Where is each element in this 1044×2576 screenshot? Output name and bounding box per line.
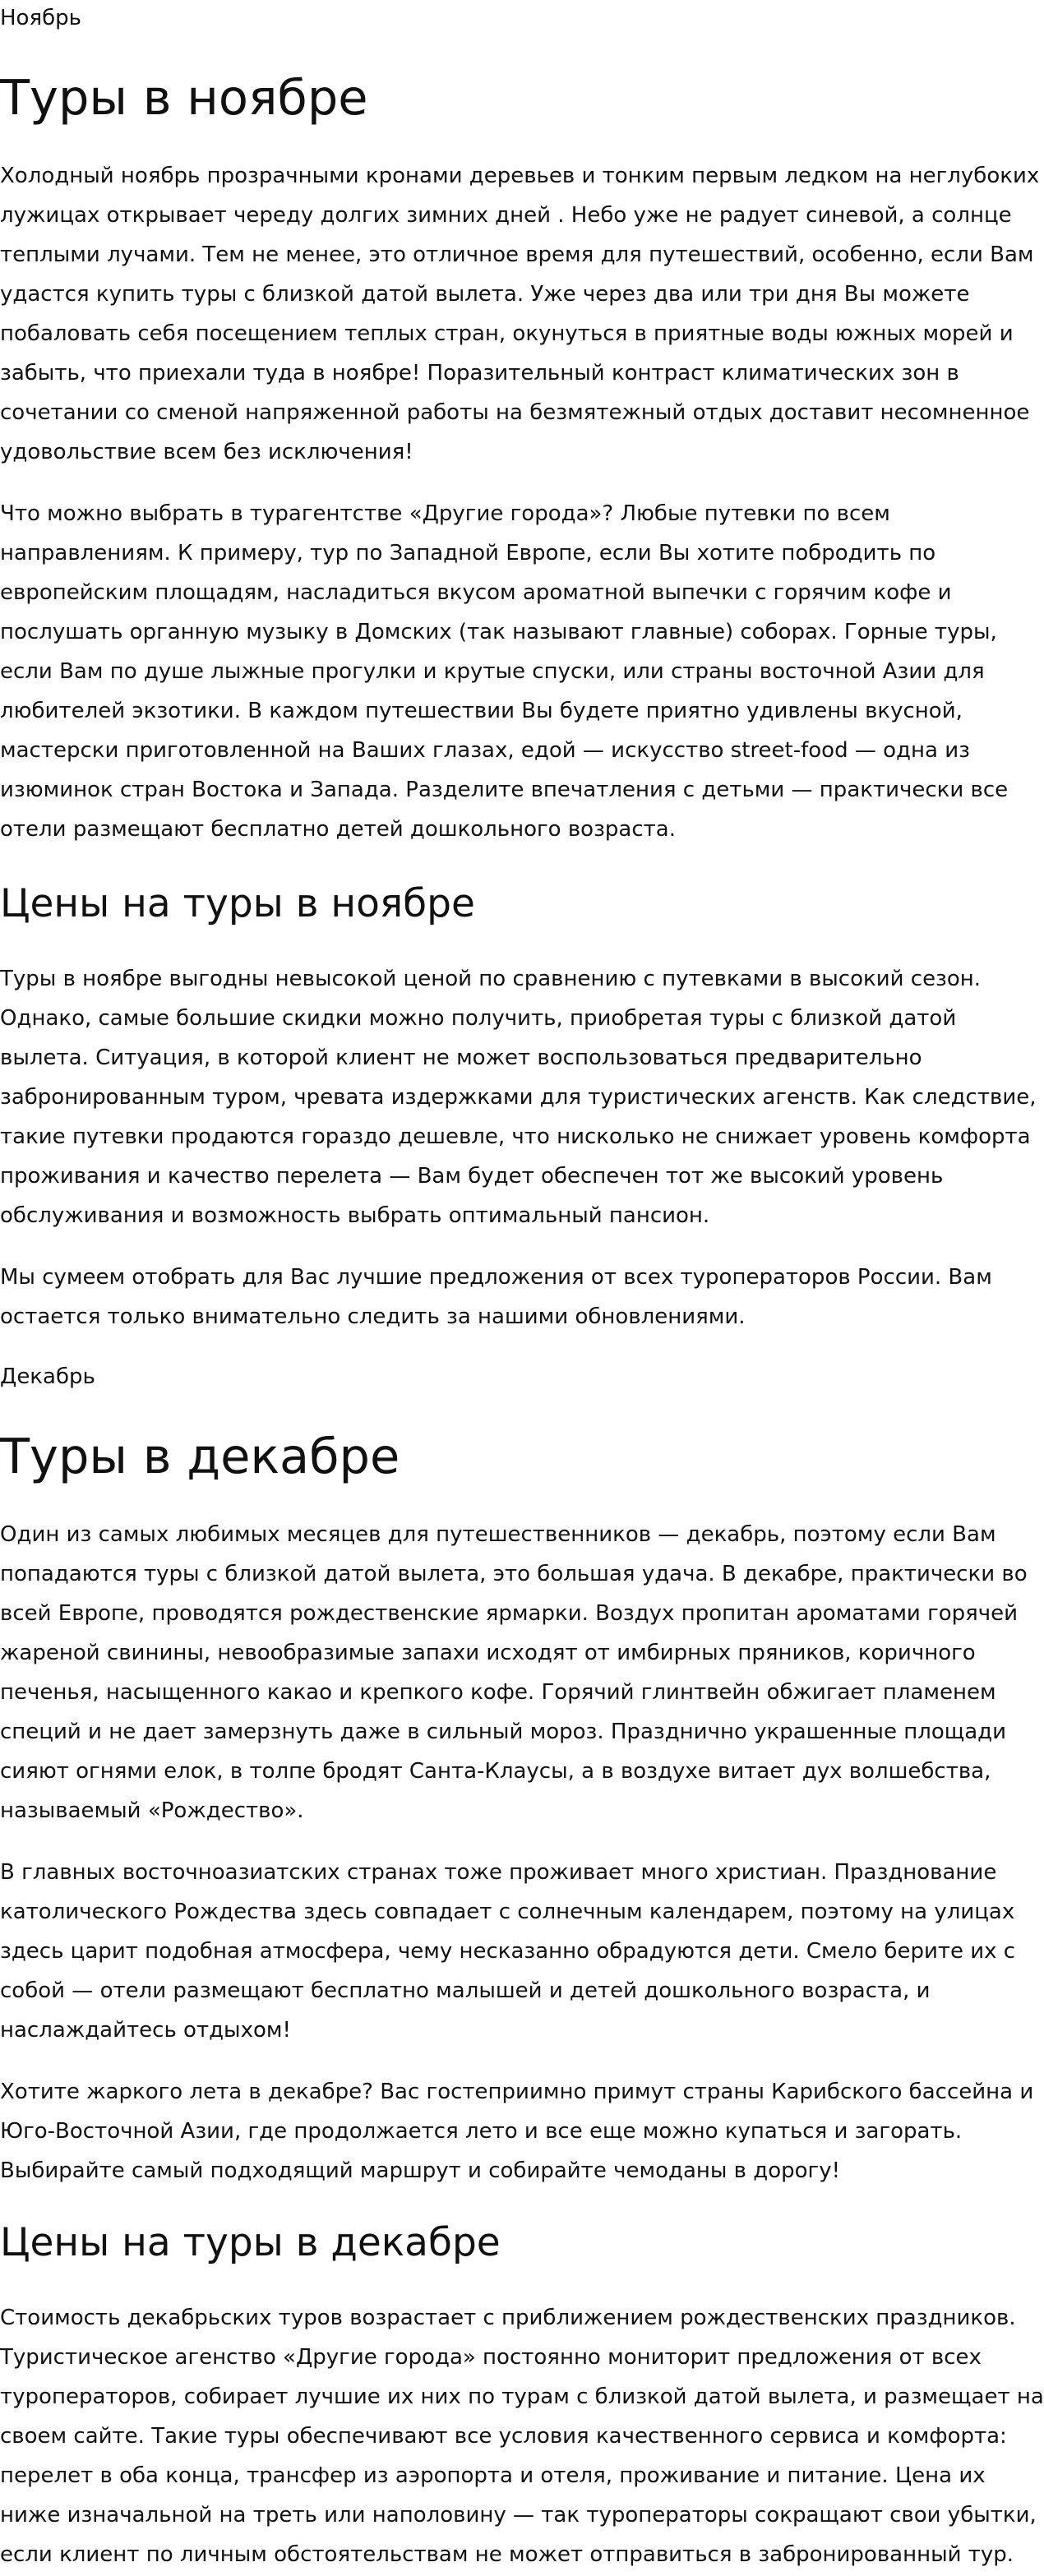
text-line: забыть, что приехали туда в ноябре! Поразительный контраст климатических зон в: [0, 361, 959, 385]
text-line: собой — отели размещают бесплатно малышей и детей дошкольного возраста, и: [0, 1978, 931, 2003]
text-line: туроператоров, собирает лучшие их них по турам с близкой датой вылета, и размещает на: [0, 2384, 1044, 2409]
text-line: перелет в оба конца, трансфер из аэропорта и отеля, проживание и питание. Цена их: [0, 2463, 986, 2488]
section-label-december: Декабрь: [0, 1364, 95, 1389]
text-line: Однако, самые большие скидки можно получить, приобретая туры с близкой датой: [0, 1006, 957, 1031]
text-line: католического Рождества здесь совпадает с солнечным календарем, поэтому на улицах: [0, 1900, 1015, 1924]
text-line: теплыми лучами. Тем не менее, это отличное время для путешествий, особенно, если Вам: [0, 242, 1034, 267]
text-line: направлениям. К примеру, тур по Западной Европе, если Вы хотите побродить по: [0, 541, 936, 566]
text-line: если Вам по душе лыжные прогулки и крутые спуски, или страны восточной Азии для: [0, 659, 985, 684]
paragraph: [0, 156, 1044, 472]
text-line: специй и не дает замерзнуть даже в сильный мороз. Празднично украшенные площади: [0, 1720, 1007, 1744]
text-line: жареной свинины, невообразимые запахи исходят от имбирных пряников, коричного: [0, 1641, 976, 1665]
text-line: печенья, насыщенного какао и крепкого кофе. Горячий глинтвейн обжигает пламенем: [0, 1680, 996, 1705]
text-line: отели размещают бесплатно детей дошкольного возраста.: [0, 817, 676, 842]
text-line: Холодный ноябрь прозрачными кронами деревьев и тонким первым ледком на неглубоких: [0, 164, 1040, 188]
text-line: наслаждайтесь отдыхом!: [0, 2018, 291, 2043]
text-line: любителей экзотики. В каждом путешествии Вы будете приятно удивлены вкусной,: [0, 699, 963, 723]
text-line: сияют огнями елок, в толпе бродят Санта-Клаусы, а в воздухе витает дух волшебства,: [0, 1759, 991, 1784]
heading-prices-november: Цены на туры в ноябре: [0, 881, 475, 926]
text-line: ниже изначальной на треть или наполовину — так туроператоры сокращают свои убытки,: [0, 2503, 1037, 2528]
text-line: Что можно выбрать в турагентстве «Другие города»? Любые путевки по всем: [0, 501, 890, 526]
paragraph: [0, 494, 1044, 849]
text-line: В главных восточноазиатских странах тоже проживает много христиан. Празднование: [0, 1860, 997, 1885]
paragraph: [0, 1258, 1044, 1336]
text-line: проживания и качество перелета — Вам будет обеспечен тот же высокий уровень: [0, 1164, 944, 1189]
text-line: послушать органную музыку в Домских (так называют главные) соборах. Горные туры,: [0, 620, 997, 644]
text-line: Мы сумеем отобрать для Вас лучшие предложения от всех туроператоров России. Вам: [0, 1265, 992, 1290]
text-line: вылета. Ситуация, в которой клиент не может воспользоваться предварительно: [0, 1046, 922, 1070]
text-line: удастся купить туры с близкой датой вылета. Уже через два или три дня Вы можете: [0, 282, 970, 307]
text-line: обслуживания и возможность выбрать оптимальный пансион.: [0, 1203, 710, 1228]
text-line: европейским площадям, насладиться вкусом ароматной выпечки с горячим кофе и: [0, 580, 952, 605]
heading-tours-december: Туры в декабре: [0, 1428, 400, 1484]
text-line: мастерски приготовленной на Ваших глазах, едой — искусство street-food — одна из: [0, 738, 970, 763]
text-line: такие путевки продаются гораздо дешевле, что нисколько не снижает уровень комфорта: [0, 1124, 1031, 1149]
text-line: если клиент по личным обстоятельствам не может отправиться в забронированный тур.: [0, 2542, 1014, 2567]
text-line: попадаются туры с близкой датой вылета, это большая удача. В декабре, практически во: [0, 1562, 1028, 1586]
text-line: называемый «Рождество».: [0, 1798, 304, 1823]
text-line: сочетании со сменой напряженной работы на безмятежный отдых доставит несомненное: [0, 400, 1030, 425]
paragraph: [0, 2072, 1044, 2191]
text-line: забронированным туром, чревата издержками для туристических агенств. Как следствие,: [0, 1085, 1037, 1110]
paragraph: [0, 1515, 1044, 1830]
text-line: лужицах открывает череду долгих зимних дней . Небо уже не радует синевой, а солнце: [0, 203, 1012, 228]
text-line: здесь царит подобная атмосфера, чему несказанно обрадуются дети. Смело берите их с: [0, 1939, 1016, 1964]
paragraph: [0, 1853, 1044, 2050]
heading-prices-december: Цены на туры в декабре: [0, 2220, 501, 2265]
text-line: удовольствие всем без исключения!: [0, 440, 413, 464]
text-line: Туры в ноябре выгодны невысокой ценой по сравнению с путевками в высокий сезон.: [0, 967, 982, 991]
text-line: Хотите жаркого лета в декабре? Вас гостеприимно примут страны Карибского бассейна и: [0, 2080, 1034, 2104]
text-line: Юго-Восточной Азии, где продолжается лето и все еще можно купаться и загорать.: [0, 2119, 963, 2144]
text-line: всей Европе, проводятся рождественские ярмарки. Воздух пропитан ароматами горячей: [0, 1601, 1019, 1626]
text-line: Выбирайте самый подходящий маршрут и собирайте чемоданы в дорогу!: [0, 2158, 841, 2183]
paragraph: [0, 959, 1044, 1235]
heading-tours-november: Туры в ноябре: [0, 69, 368, 126]
text-line: остается только внимательно следить за нашими обновлениями.: [0, 1304, 746, 1329]
section-label-november: Ноябрь: [0, 6, 81, 30]
text-line: своем сайте. Такие туры обеспечивают все условия качественного сервиса и комфорта:: [0, 2424, 1007, 2449]
text-line: изюминок стран Востока и Запада. Разделите впечатления с детьми — практически все: [0, 778, 1009, 802]
text-line: Стоимость декабрьских туров возрастает с приближением рождественских праздников.: [0, 2306, 1016, 2330]
paragraph: [0, 2298, 1044, 2574]
text-line: Туристическое агенство «Другие города» постоянно мониторит предложения от всех: [0, 2345, 982, 2370]
text-line: побаловать себя посещением теплых стран, окунуться в приятные воды южных морей и: [0, 321, 1014, 346]
text-line: Один из самых любимых месяцев для путешественников — декабрь, поэтому если Вам: [0, 1522, 996, 1547]
